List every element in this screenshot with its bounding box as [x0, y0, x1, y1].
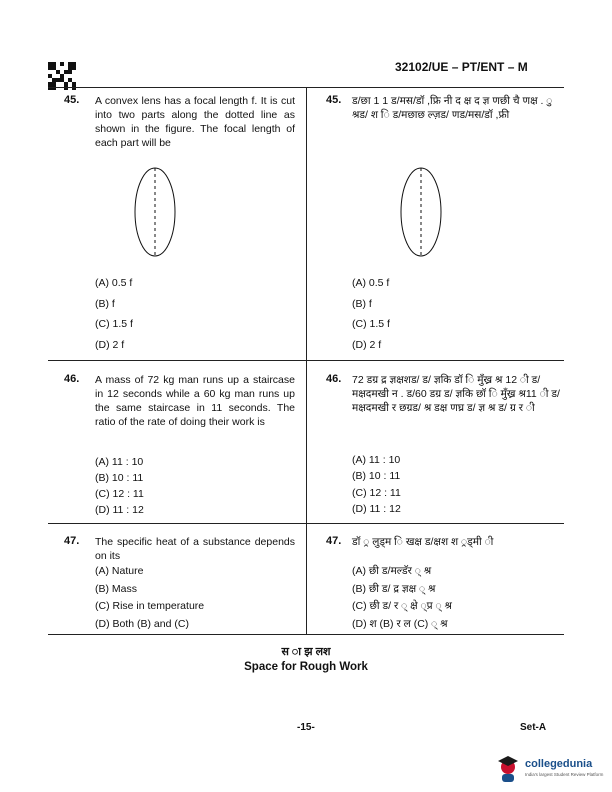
q46-option-d-hi: (D) 11 : 12: [352, 503, 401, 515]
left-separator-2: [48, 523, 306, 524]
q45-number-hi: 45.: [326, 94, 342, 106]
right-separator-2: [306, 523, 564, 524]
logo-name: collegedunia: [525, 758, 593, 770]
q45-option-c: (C) 1.5 f: [95, 318, 133, 330]
q45-option-b-hi: (B) f: [352, 298, 372, 310]
q47-text-hi: डॉ ्र लुड्म ि खक्ष ड/क्षश श ्रड्मी ी: [352, 536, 494, 548]
convex-lens-figure-hi: [399, 166, 443, 258]
rough-work-label-hi: स ा झ लश: [281, 646, 331, 658]
q46-option-b-hi: (B) 10 : 11: [352, 470, 401, 482]
q47-text-en: The specific heat of a substance depends on its: [95, 536, 295, 562]
logo-tagline: India's largest Student Review Platform: [525, 772, 604, 777]
bottom-rule: [48, 634, 564, 635]
q46-option-c: (C) 12 : 11: [95, 488, 144, 500]
q47-option-d-hi: (D) श (B) र ल (C) ् श्र: [352, 618, 448, 630]
q47-number: 47.: [64, 535, 80, 547]
qr-code: [48, 62, 76, 90]
q46-option-d: (D) 11 : 12: [95, 504, 144, 516]
set-label: Set-A: [520, 722, 547, 733]
q45-option-d: (D) 2 f: [95, 339, 125, 351]
graduate-icon: [495, 755, 521, 783]
q47-option-d: (D) Both (B) and (C): [95, 618, 189, 630]
q47-option-a: (A) Nature: [95, 565, 144, 577]
q47-option-b-hi: (B) छी ड/ द्र ज्ञक्ष ् श्र: [352, 583, 436, 595]
q45-text-hi: ड/छा 1 1 ड/मस/डॉ ,फ्रि नी द क्ष द ज्ञ णछी चै णक्ष . ु श्रड/ श ि ड/मछाछ ल्ज़ड/ णड/मस/डॉ ,फ्री: [352, 95, 553, 121]
q45-option-a-hi: (A) 0.5 f: [352, 277, 390, 289]
q47-option-c: (C) Rise in temperature: [95, 600, 205, 612]
q46-number: 46.: [64, 373, 80, 385]
q47-option-b: (B) Mass: [95, 583, 137, 595]
left-separator-1: [48, 360, 306, 361]
rough-work-label: Space for Rough Work: [244, 661, 368, 673]
q46-option-b: (B) 10 : 11: [95, 472, 144, 484]
q45-number: 45.: [64, 94, 80, 106]
q47-option-a-hi: (A) छी ड/मल्डॅर ् श्र: [352, 565, 432, 577]
page-number: -15-: [297, 722, 315, 733]
q46-option-a: (A) 11 : 10: [95, 456, 144, 468]
q47-option-c-hi: (C) छी ड/ र ् क्षे ्प्र ् श्र: [352, 600, 452, 612]
q45-option-a: (A) 0.5 f: [95, 277, 133, 289]
paper-code: 32102/UE – PT/ENT – M: [395, 60, 528, 74]
q46-option-c-hi: (C) 12 : 11: [352, 487, 401, 499]
q46-text-en: A mass of 72 kg man runs up a staircase in 12 seconds while a 60 kg man runs up the same staircase in 11 seconds. The ratio of the rate of doing their work is: [95, 374, 295, 428]
q47-number-hi: 47.: [326, 535, 342, 547]
q45-option-b: (B) f: [95, 298, 115, 310]
q46-text-hi: 72 डग्र द्र ज्ञक्षशड/ ड/ ज्ञकि डॉ ि मुँख्र श्र 12 ी ड/मक्षदमखी न . ड/60 डग्र ड/ ज्ञकि छॉ ि मुँख्र श्र11 ी ड/मक्षदमखी र छग्रड/ श्र डक्ष णघ्र ड/ ज्ञ श्र ड/ ग्र र ी: [352, 374, 560, 414]
convex-lens-figure: [133, 166, 177, 258]
q46-number-hi: 46.: [326, 373, 342, 385]
q45-text-en: A convex lens has a focal length f. It is cut into two parts along the dotted line as shown in the figure. The focal length of each part will be: [95, 95, 295, 149]
q45-option-c-hi: (C) 1.5 f: [352, 318, 390, 330]
right-separator-1: [306, 360, 564, 361]
collegedunia-logo: [495, 755, 605, 785]
q46-option-a-hi: (A) 11 : 10: [352, 454, 401, 466]
q45-option-d-hi: (D) 2 f: [352, 339, 382, 351]
